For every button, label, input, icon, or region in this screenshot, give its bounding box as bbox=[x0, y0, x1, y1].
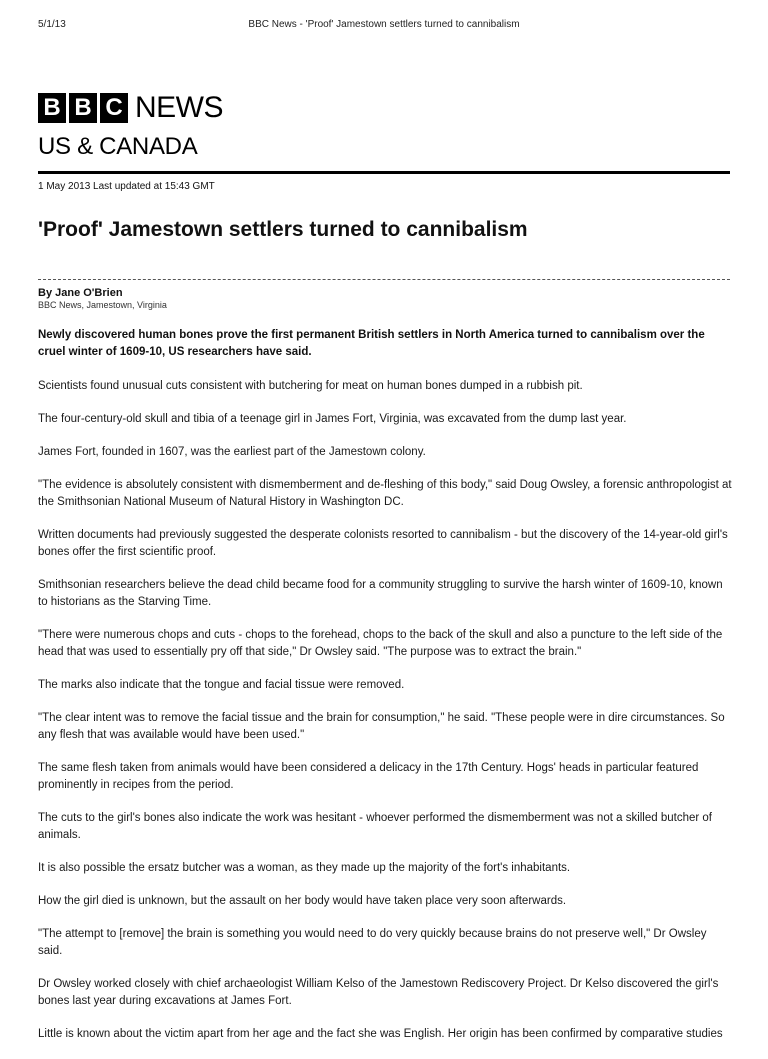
article-paragraph: The cuts to the girl's bones also indicate the work was hesitant - whoever performed the dismemberment was not a skilled butcher of animals. bbox=[38, 812, 712, 841]
print-header bbox=[38, 19, 730, 33]
article-paragraph: The marks also indicate that the tongue and facial tissue were removed. bbox=[38, 679, 405, 691]
article-paragraph: It is also possible the ersatz butcher was a woman, as they made up the majority of the fort's inhabitants. bbox=[38, 862, 571, 874]
logo-letter-b2: B bbox=[69, 93, 97, 123]
bbc-news-logo[interactable] bbox=[38, 93, 223, 123]
logo-news-text: NEWS bbox=[135, 91, 223, 124]
article-paragraph: Little is known about the victim apart from her age and the fact she was English. Her origin has been confirmed by comparative studies bbox=[38, 1028, 723, 1040]
article-paragraph: How the girl died is unknown, but the assault on her body would have taken place very soon afterwards. bbox=[38, 895, 567, 907]
byline-author: By Jane O'Brien bbox=[38, 287, 123, 299]
article-paragraph: The four-century-old skull and tibia of a teenage girl in James Fort, Virginia, was excavated from the dump last year. bbox=[38, 413, 627, 425]
byline-location: BBC News, Jamestown, Virginia bbox=[38, 300, 167, 310]
header-divider bbox=[38, 171, 730, 174]
article-headline: 'Proof' Jamestown settlers turned to cannibalism bbox=[38, 218, 528, 241]
article-paragraph: "There were numerous chops and cuts - chops to the forehead, chops to the back of the skull and also a puncture to the left side of the head that was used to essentially pry off that side," Dr Owsley said. "The purpose was to extract the brain." bbox=[38, 629, 723, 658]
article-paragraph: "The attempt to [remove] the brain is something you would need to do very quickly because brains do not preserve well," Dr Owsley said. bbox=[38, 928, 707, 957]
logo-letter-b1: B bbox=[38, 93, 66, 123]
section-title[interactable]: US & CANADA bbox=[38, 133, 198, 160]
article-body bbox=[38, 327, 732, 1059]
dotted-divider bbox=[38, 279, 730, 280]
logo-letter-c: C bbox=[100, 93, 128, 123]
article-paragraph: Dr Owsley worked closely with chief archaeologist William Kelso of the Jamestown Rediscovery Project. Dr Kelso discovered the girl's bones last year during excavations at James Fort. bbox=[38, 978, 719, 1007]
article-paragraph: Smithsonian researchers believe the dead child became food for a community struggling to survive the harsh winter of 1609-10, known to historians as the Starving Time. bbox=[38, 579, 723, 608]
article-paragraph: "The evidence is absolutely consistent with dismemberment and de-fleshing of this body," said Doug Owsley, a forensic anthropologist at the Smithsonian National Museum of Natural History in Washington DC. bbox=[38, 479, 732, 508]
article-paragraph: Written documents had previously suggested the desperate colonists resorted to cannibalism - but the discovery of the 14-year-old girl's bones offer the first scientific proof. bbox=[38, 529, 728, 558]
article-paragraph: Scientists found unusual cuts consistent with butchering for meat on human bones dumped in a rubbish pit. bbox=[38, 380, 583, 392]
print-date: 5/1/13 bbox=[38, 19, 66, 30]
article-paragraph: The same flesh taken from animals would have been considered a delicacy in the 17th Century. Hogs' heads in particular featured prominently in recipes from the period. bbox=[38, 762, 699, 791]
article-dateline: 1 May 2013 Last updated at 15:43 GMT bbox=[38, 181, 215, 192]
article-lead-paragraph: Newly discovered human bones prove the first permanent British settlers in North America turned to cannibalism over the cruel winter of 1609-10, US researchers have said. bbox=[38, 329, 705, 358]
print-page-title: BBC News - 'Proof' Jamestown settlers turned to cannibalism bbox=[248, 19, 520, 30]
article-paragraph: James Fort, founded in 1607, was the earliest part of the Jamestown colony. bbox=[38, 446, 426, 458]
article-paragraph: "The clear intent was to remove the facial tissue and the brain for consumption," he said. "These people were in dire circumstances. So any flesh that was available would have been used." bbox=[38, 712, 725, 741]
